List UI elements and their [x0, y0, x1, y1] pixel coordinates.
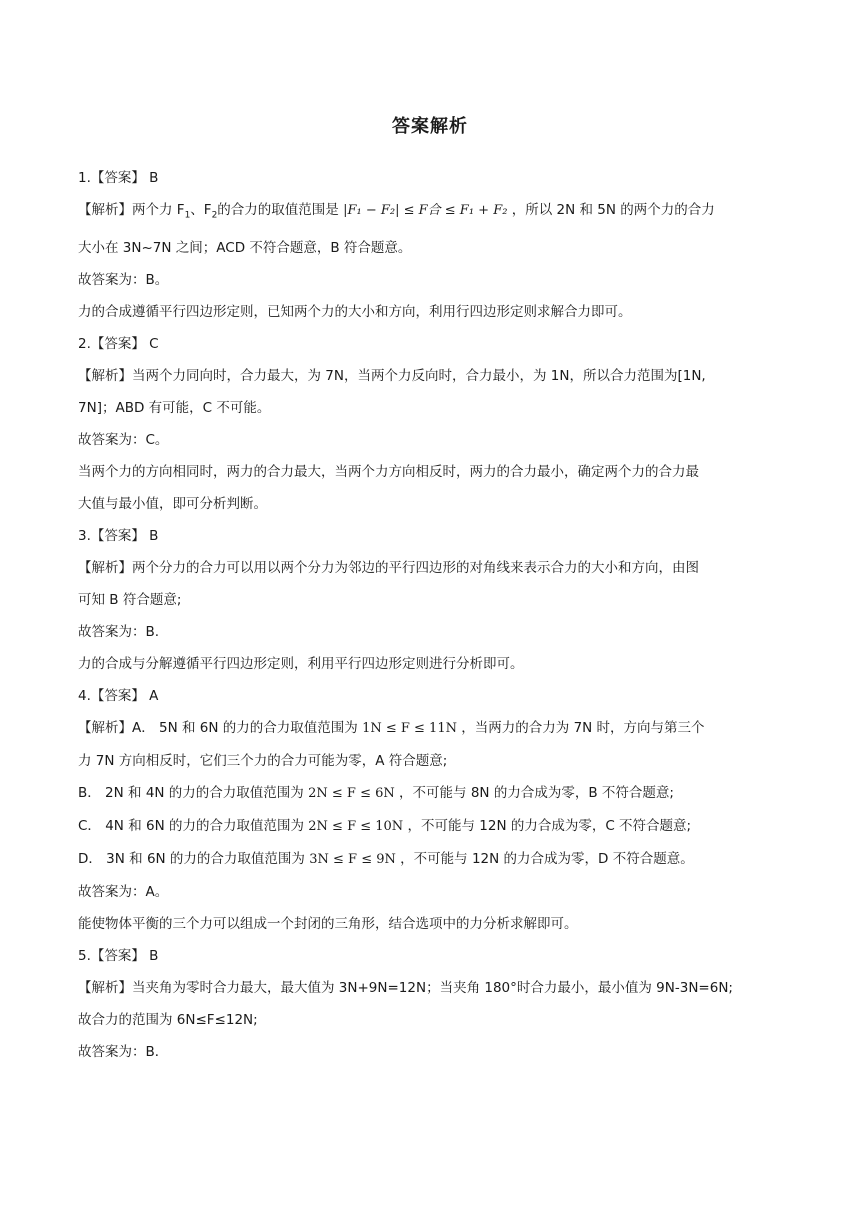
q4-d-formula: 3N ≤ F ≤ 9N [309, 851, 396, 867]
q4-b-pre: B． 2N 和 4N 的力的合力取值范围为 [78, 784, 304, 801]
q4-b-formula: 2N ≤ F ≤ 6N [308, 785, 395, 801]
page-title: 答案解析 [392, 116, 468, 137]
q4-option-a-line2: 力 7N 方向相反时，它们三个力的合力可能为零，A 符合题意; [78, 752, 448, 769]
q4-option-d [78, 843, 782, 876]
q3-final: 故答案为：B. [78, 623, 160, 640]
q2-explanation-line2: 7N]；ABD 有可能，C 不可能。 [78, 399, 271, 416]
q4-a-formula: 1N ≤ F ≤ 11N [362, 720, 457, 736]
q5-answer: 5.【答案】 B [78, 947, 159, 964]
q5-explanation-line2: 故合力的范围为 6N≤F≤12N; [78, 1011, 258, 1028]
q4-c-post: ，不可能与 12N 的力合成为零，C 不符合题意; [407, 817, 692, 834]
q1-note: 力的合成遵循平行四边形定则，已知两个力的大小和方向，利用行四边形定则求解合力即可。 [78, 303, 632, 320]
q4-option-c [78, 810, 782, 843]
q1-sub2: 2 [211, 210, 218, 221]
q5-explanation-line1: 【解析】当夹角为零时合力最大，最大值为 3N+9N=12N；当夹角 180°时合力最小，最小值为 9N-3N=6N; [78, 979, 733, 996]
q4-answer: 4.【答案】 A [78, 687, 159, 704]
q3-note: 力的合成与分解遵循平行四边形定则，利用平行四边形定则进行分析即可。 [78, 655, 524, 672]
q2-note-line2: 大值与最小值，即可分析判断。 [78, 495, 267, 512]
q4-a-post: ，当两力的合力为 7N 时，方向与第三个 [461, 719, 705, 736]
q4-d-pre: D． 3N 和 6N 的力的合力取值范围为 [78, 850, 305, 867]
q4-note: 能使物体平衡的三个力可以组成一个封闭的三角形，结合选项中的力分析求解即可。 [78, 915, 578, 932]
q4-option-a-line1 [78, 712, 782, 745]
q4-d-post: ，不可能与 12N 的力合成为零，D 不符合题意。 [400, 850, 694, 867]
q1-exp-a: 【解析】两个力 F [78, 202, 185, 218]
q1-exp-c: 的合力的取值范围是 [217, 202, 339, 218]
q4-b-post: ，不可能与 8N 的力合成为零，B 不符合题意; [399, 784, 674, 801]
q2-final: 故答案为：C。 [78, 431, 169, 448]
q3-explanation-line1: 【解析】两个分力的合力可以用以两个分力为邻边的平行四边形的对角线来表示合力的大小和方向，由图 [78, 559, 699, 576]
q4-option-b [78, 777, 782, 810]
q1-formula: |F₁ − F₂| ≤ F合 ≤ F₁ + F₂ [343, 203, 508, 218]
q3-answer: 3.【答案】 B [78, 527, 159, 544]
q1-final: 故答案为：B。 [78, 271, 169, 288]
q1-explanation-line2: 大小在 3N~7N 之间；ACD 不符合题意，B 符合题意。 [78, 239, 412, 256]
q1-exp-b: 、F [190, 202, 212, 218]
q1-explanation-line1 [78, 194, 782, 232]
q2-explanation-line1: 【解析】当两个力同向时，合力最大，为 7N，当两个力反向时，合力最小，为 1N，所以合力范围为[1N, [78, 367, 706, 384]
q2-answer: 2.【答案】 C [78, 335, 159, 352]
q1-sub1: 1 [184, 210, 191, 221]
q4-c-pre: C． 4N 和 6N 的力的合力取值范围为 [78, 817, 304, 834]
q4-c-formula: 2N ≤ F ≤ 10N [308, 818, 404, 834]
q2-note-line1: 当两个力的方向相同时，两力的合力最大，当两个力方向相反时，两力的合力最小，确定两个力的合力最 [78, 463, 699, 480]
q1-answer: 1.【答案】 B [78, 170, 159, 186]
q4-a-pre: 【解析】A． 5N 和 6N 的力的合力取值范围为 [78, 719, 358, 736]
q3-explanation-line2: 可知 B 符合题意; [78, 591, 182, 608]
q4-final: 故答案为：A。 [78, 883, 169, 900]
q1-exp-d: ，所以 2N 和 5N 的两个力的合力 [511, 202, 715, 218]
q5-final: 故答案为：B． [78, 1043, 169, 1060]
